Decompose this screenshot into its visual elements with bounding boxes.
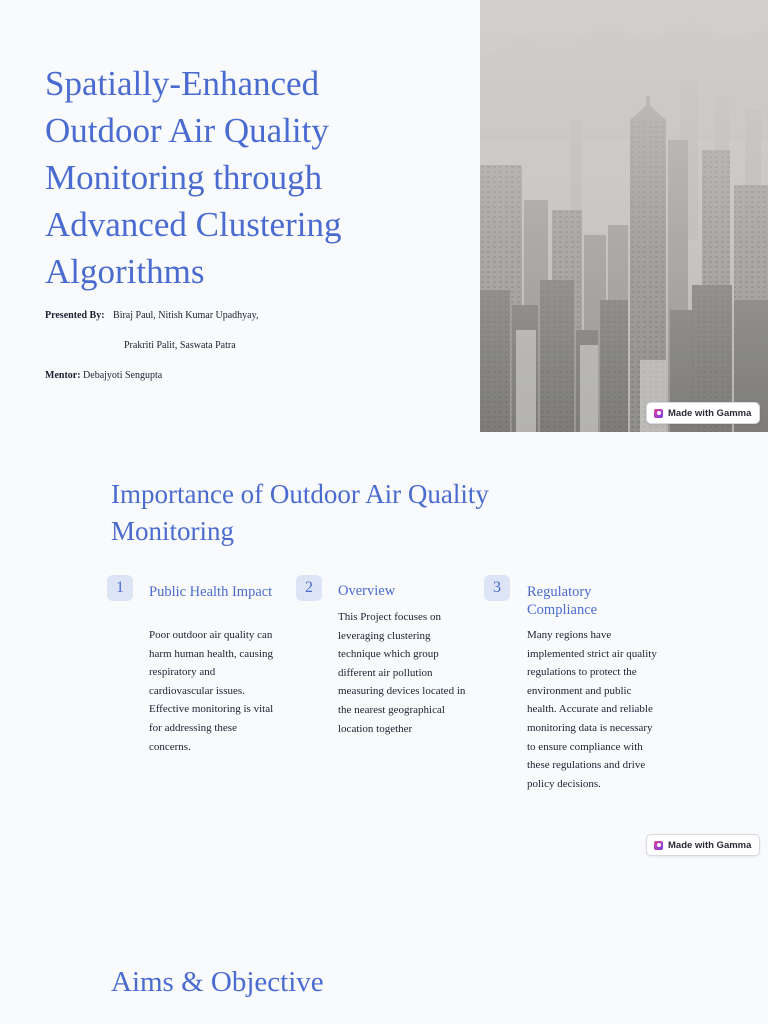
column-title-overview: Overview [338, 583, 396, 599]
column-body-overview: This Project focuses on leveraging clustering technique which group different air pollution measuring devices located in the nearest geographical location together [338, 611, 466, 735]
made-with-gamma-label: Made with Gamma [668, 407, 752, 419]
made-with-gamma-badge-2[interactable] [646, 834, 760, 856]
mentor-line [45, 370, 162, 381]
made-with-gamma-badge[interactable] [646, 402, 760, 424]
smoggy-city-image [480, 0, 768, 432]
column-body-regulatory: Many regions have implemented strict air quality regulations to protect the environment and public health. Accurate and reliable monitoring data is necessary to ensure compliance with these regulations and drive policy decisions. [527, 629, 657, 790]
made-with-gamma-label: Made with Gamma [668, 839, 752, 851]
column-body-public-health: Poor outdoor air quality can harm human health, causing respiratory and cardiovascular issues. Effective monitoring is vital for addressing these concerns. [149, 629, 274, 753]
gamma-logo-icon [654, 409, 663, 418]
number-badge-3: 3 [484, 575, 510, 601]
number-badge-2: 2 [296, 575, 322, 601]
presenters-names-1: Biraj Paul, Nitish Kumar Upadhyay, [113, 310, 259, 321]
importance-title: Importance of Outdoor Air Quality Monitoring [111, 479, 489, 546]
mentor-label: Mentor: [45, 370, 81, 381]
number-badge-1: 1 [107, 575, 133, 601]
aims-title: Aims & Objective [111, 966, 324, 998]
presentation-title: Spatially-Enhanced Outdoor Air Quality Monitoring through Advanced Clustering Algorithms [45, 64, 342, 291]
gamma-logo-icon [654, 841, 663, 850]
presented-by-label: Presented By: [45, 310, 105, 321]
presenters-line-1 [45, 310, 258, 321]
column-title-public-health: Public Health Impact [149, 584, 273, 600]
column-title-regulatory: Regulatory Compliance [527, 584, 598, 618]
presenters-names-2: Prakriti Palit, Saswata Patra [124, 340, 236, 351]
mentor-name: Debajyoti Sengupta [83, 370, 163, 381]
title-slide [0, 0, 768, 432]
